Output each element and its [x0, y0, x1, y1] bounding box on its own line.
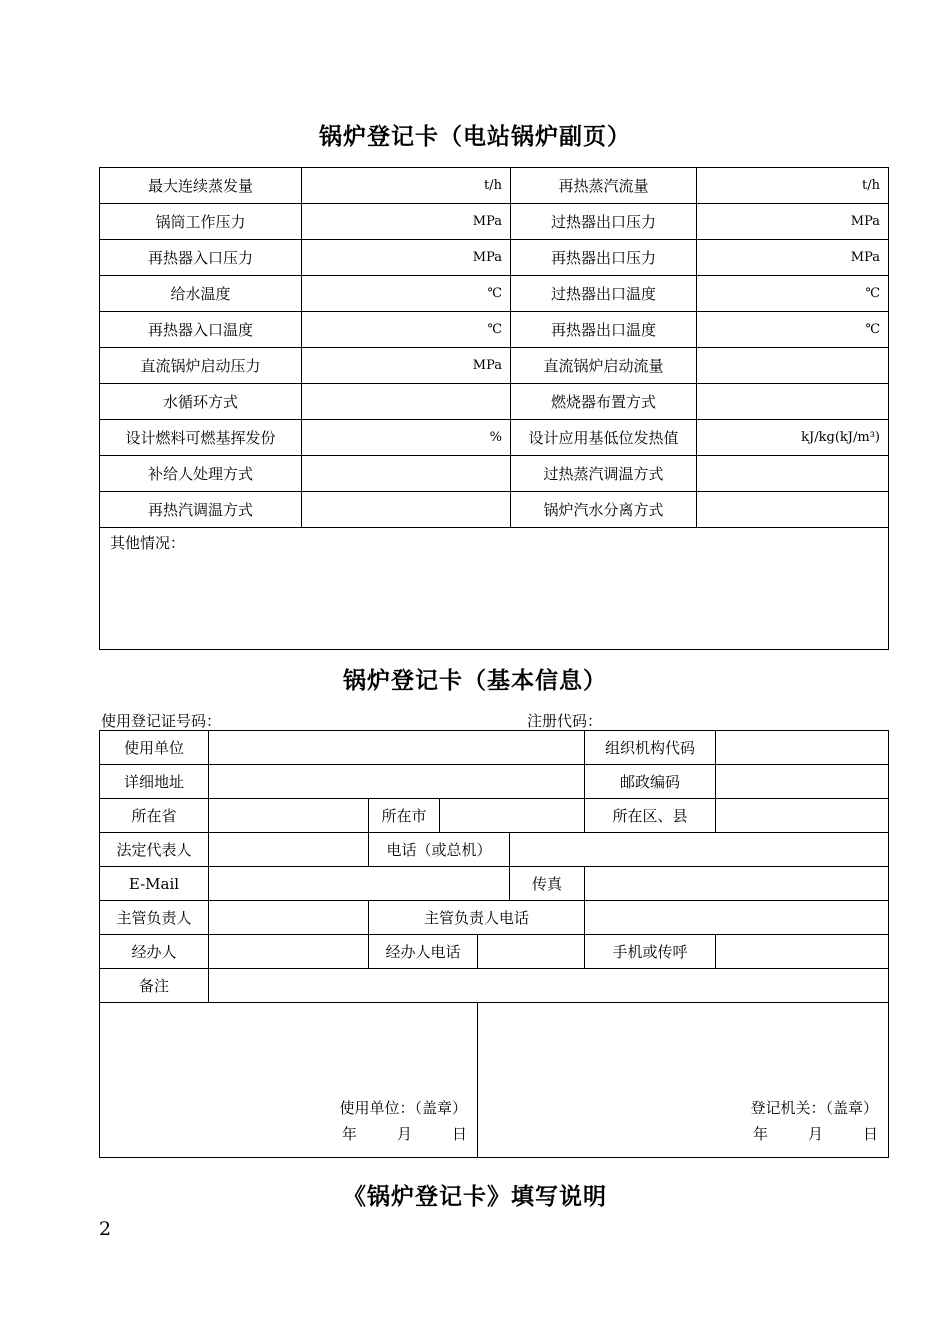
remarks-field[interactable]	[209, 969, 889, 1003]
phone-label: 电话（或总机）	[369, 833, 510, 867]
param-value-field[interactable]: ℃	[302, 312, 511, 348]
param-label: 锅炉汽水分离方式	[511, 492, 697, 528]
province-label: 所在省	[100, 799, 209, 833]
office-seal-date	[488, 1121, 878, 1147]
basic-info-table	[99, 730, 889, 1158]
param-label: 直流锅炉启动流量	[511, 348, 697, 384]
agent-phone-label: 经办人电话	[369, 935, 478, 969]
param-label: 最大连续蒸发量	[100, 168, 302, 204]
param-label: 再热器入口压力	[100, 240, 302, 276]
table-row	[100, 312, 889, 348]
param-value-field[interactable]: ℃	[697, 276, 889, 312]
power-station-boiler-rows	[100, 168, 889, 528]
legal-rep-label: 法定代表人	[100, 833, 209, 867]
table-row	[100, 168, 889, 204]
param-label: 过热器出口温度	[511, 276, 697, 312]
reg-code-line	[527, 710, 602, 731]
table-row	[100, 420, 889, 456]
table-row	[100, 799, 889, 833]
email-label: E-Mail	[100, 867, 209, 901]
month-label: 月	[808, 1125, 824, 1143]
param-value-field[interactable]: MPa	[302, 348, 511, 384]
remarks-label: 备注	[100, 969, 209, 1003]
param-label: 直流锅炉启动压力	[100, 348, 302, 384]
org-code-field[interactable]	[716, 731, 889, 765]
agent-phone-field[interactable]	[478, 935, 585, 969]
year-label: 年	[753, 1125, 769, 1143]
page-number: 2	[99, 1218, 112, 1240]
table-row	[100, 969, 889, 1003]
table-row	[100, 456, 889, 492]
cert-number-field[interactable]	[221, 716, 463, 731]
param-value-field[interactable]	[697, 492, 889, 528]
mobile-field[interactable]	[716, 935, 889, 969]
param-label: 再热器入口温度	[100, 312, 302, 348]
param-value-field[interactable]: kJ/kg(kJ/m³)	[697, 420, 889, 456]
param-value-field[interactable]: ℃	[697, 312, 889, 348]
day-label: 日	[451, 1125, 467, 1143]
table-row	[100, 833, 889, 867]
table-row	[100, 731, 889, 765]
param-value-field[interactable]: MPa	[697, 240, 889, 276]
day-label: 日	[863, 1125, 879, 1143]
other-info-cell[interactable]	[100, 528, 889, 650]
param-label: 再热器出口压力	[511, 240, 697, 276]
office-seal-cell[interactable]	[478, 1003, 889, 1158]
table-row	[100, 204, 889, 240]
district-field[interactable]	[716, 799, 889, 833]
param-value-field[interactable]	[697, 384, 889, 420]
param-label: 设计燃料可燃基挥发份	[100, 420, 302, 456]
param-label: 过热蒸汽调温方式	[511, 456, 697, 492]
param-value-field[interactable]: ℃	[302, 276, 511, 312]
manager-phone-field[interactable]	[585, 901, 889, 935]
fax-field[interactable]	[585, 867, 889, 901]
param-value-field[interactable]	[302, 492, 511, 528]
unit-label: 使用单位	[100, 731, 209, 765]
param-label: 再热蒸汽流量	[511, 168, 697, 204]
param-label: 锅筒工作压力	[100, 204, 302, 240]
param-label: 再热器出口温度	[511, 312, 697, 348]
postcode-field[interactable]	[716, 765, 889, 799]
param-value-field[interactable]	[302, 384, 511, 420]
table-row	[100, 935, 889, 969]
param-value-field[interactable]: %	[302, 420, 511, 456]
param-value-field[interactable]: t/h	[302, 168, 511, 204]
power-station-boiler-table	[99, 167, 889, 650]
cert-number-label: 使用登记证号码：	[101, 712, 222, 730]
unit-seal-date	[110, 1121, 467, 1147]
param-label: 设计应用基低位发热值	[511, 420, 697, 456]
email-field[interactable]	[209, 867, 510, 901]
table-row	[100, 765, 889, 799]
param-label: 燃烧器布置方式	[511, 384, 697, 420]
province-field[interactable]	[209, 799, 369, 833]
cert-number-line	[101, 710, 463, 731]
table-row	[100, 901, 889, 935]
office-seal-label: 登记机关：（盖章）	[750, 1099, 879, 1117]
table-row	[100, 276, 889, 312]
page-title-instructions: 《锅炉登记卡》填写说明	[343, 1184, 607, 1210]
legal-rep-field[interactable]	[209, 833, 369, 867]
unit-field[interactable]	[209, 731, 585, 765]
manager-phone-label: 主管负责人电话	[369, 901, 585, 935]
address-field[interactable]	[209, 765, 585, 799]
other-info-label: 其他情况：	[110, 534, 186, 552]
table-row	[100, 867, 889, 901]
unit-seal-label: 使用单位：（盖章）	[339, 1099, 467, 1117]
param-value-field[interactable]	[697, 348, 889, 384]
postcode-label: 邮政编码	[585, 765, 716, 799]
month-label: 月	[396, 1125, 412, 1143]
fax-label: 传真	[510, 867, 585, 901]
param-value-field[interactable]: t/h	[697, 168, 889, 204]
signature-row	[100, 1003, 889, 1158]
table-row	[100, 240, 889, 276]
param-value-field[interactable]: MPa	[697, 204, 889, 240]
param-value-field[interactable]: MPa	[302, 204, 511, 240]
page-title-basic-info: 锅炉登记卡（基本信息）	[343, 668, 607, 694]
table-row	[100, 384, 889, 420]
param-value-field[interactable]	[697, 456, 889, 492]
param-label: 水循环方式	[100, 384, 302, 420]
unit-seal-cell[interactable]	[100, 1003, 478, 1158]
manager-label: 主管负责人	[100, 901, 209, 935]
phone-field[interactable]	[510, 833, 889, 867]
city-field[interactable]	[440, 799, 585, 833]
param-value-field[interactable]	[302, 456, 511, 492]
param-value-field[interactable]: MPa	[302, 240, 511, 276]
org-code-label: 组织机构代码	[585, 731, 716, 765]
city-label: 所在市	[369, 799, 440, 833]
param-label: 再热汽调温方式	[100, 492, 302, 528]
agent-label: 经办人	[100, 935, 209, 969]
param-label: 给水温度	[100, 276, 302, 312]
table-row	[100, 492, 889, 528]
reg-code-label: 注册代码：	[527, 712, 603, 730]
param-label: 过热器出口压力	[511, 204, 697, 240]
param-label: 补给人处理方式	[100, 456, 302, 492]
mobile-label: 手机或传呼	[585, 935, 716, 969]
address-label: 详细地址	[100, 765, 209, 799]
table-row	[100, 348, 889, 384]
year-label: 年	[341, 1125, 357, 1143]
district-label: 所在区、县	[585, 799, 716, 833]
manager-field[interactable]	[209, 901, 369, 935]
page-title-boiler-power-station: 锅炉登记卡（电站锅炉副页）	[319, 124, 631, 150]
agent-field[interactable]	[209, 935, 369, 969]
